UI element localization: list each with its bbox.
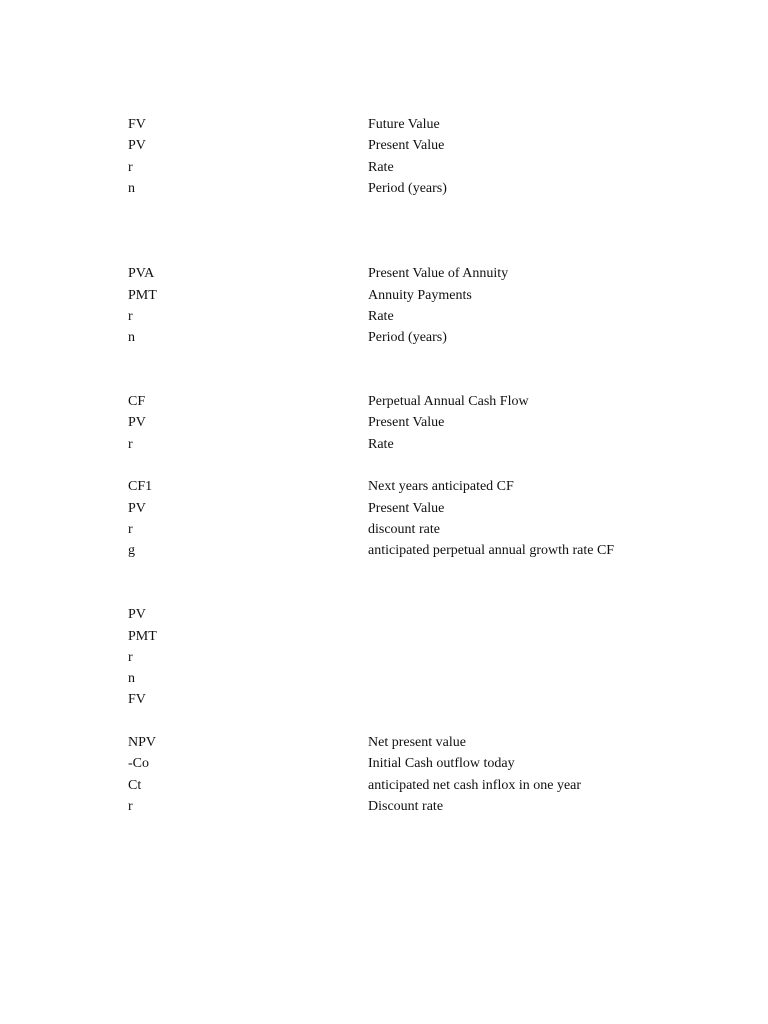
symbol-cell: r	[128, 799, 133, 814]
table-row	[0, 157, 768, 178]
table-row	[0, 540, 768, 561]
description-cell: Rate	[368, 437, 394, 452]
symbol-cell: CF1	[128, 479, 153, 494]
symbol-cell: r	[128, 650, 133, 665]
table-row	[0, 178, 768, 199]
description-cell: Present Value	[368, 501, 445, 516]
description-cell: Annuity Payments	[368, 288, 472, 303]
description-cell: Initial Cash outflow today	[368, 756, 515, 771]
description-cell: Present Value	[368, 415, 445, 430]
description-cell: Next years anticipated CF	[368, 479, 514, 494]
description-cell: Present Value	[368, 138, 445, 153]
table-row	[0, 306, 768, 327]
symbol-cell: n	[128, 181, 135, 196]
symbol-cell: FV	[128, 692, 146, 707]
symbol-cell: n	[128, 671, 135, 686]
table-row	[0, 689, 768, 710]
symbol-cell: FV	[128, 117, 146, 132]
symbol-cell: PVA	[128, 266, 155, 281]
table-row	[0, 775, 768, 796]
description-cell: Period (years)	[368, 181, 447, 196]
symbol-cell: n	[128, 330, 135, 345]
table-row	[0, 647, 768, 668]
table-row	[0, 604, 768, 625]
table-row	[0, 285, 768, 306]
description-cell: Perpetual Annual Cash Flow	[368, 394, 529, 409]
description-cell: Rate	[368, 309, 394, 324]
table-row	[0, 327, 768, 348]
symbol-cell: PMT	[128, 629, 157, 644]
symbol-cell: CF	[128, 394, 146, 409]
table-row	[0, 135, 768, 156]
description-cell: Net present value	[368, 735, 466, 750]
symbol-cell: Ct	[128, 778, 142, 793]
symbol-cell: g	[128, 543, 135, 558]
description-cell: discount rate	[368, 522, 440, 537]
description-cell: anticipated perpetual annual growth rate CF	[368, 543, 615, 558]
table-row	[0, 412, 768, 433]
table-row	[0, 434, 768, 455]
symbol-cell: r	[128, 160, 133, 175]
table-row	[0, 753, 768, 774]
table-row	[0, 732, 768, 753]
symbol-cell: r	[128, 309, 133, 324]
description-cell: anticipated net cash inflox in one year	[368, 778, 582, 793]
description-cell: Discount rate	[368, 799, 444, 814]
table-row	[0, 476, 768, 497]
symbol-cell: r	[128, 522, 133, 537]
table-row	[0, 498, 768, 519]
description-cell: Rate	[368, 160, 394, 175]
table-row	[0, 114, 768, 135]
description-cell: Present Value of Annuity	[368, 266, 509, 281]
table-row	[0, 668, 768, 689]
table-row	[0, 626, 768, 647]
table-row	[0, 263, 768, 284]
symbol-cell: PV	[128, 415, 146, 430]
symbol-cell: -Co	[128, 756, 149, 771]
symbol-cell: PV	[128, 138, 146, 153]
symbol-cell: PV	[128, 501, 146, 516]
description-cell: Future Value	[368, 117, 440, 132]
symbol-cell: PMT	[128, 288, 157, 303]
description-cell: Period (years)	[368, 330, 447, 345]
symbol-cell: PV	[128, 607, 146, 622]
table-row	[0, 519, 768, 540]
symbol-cell: r	[128, 437, 133, 452]
symbol-cell: NPV	[128, 735, 157, 750]
table-row	[0, 391, 768, 412]
table-row	[0, 796, 768, 817]
